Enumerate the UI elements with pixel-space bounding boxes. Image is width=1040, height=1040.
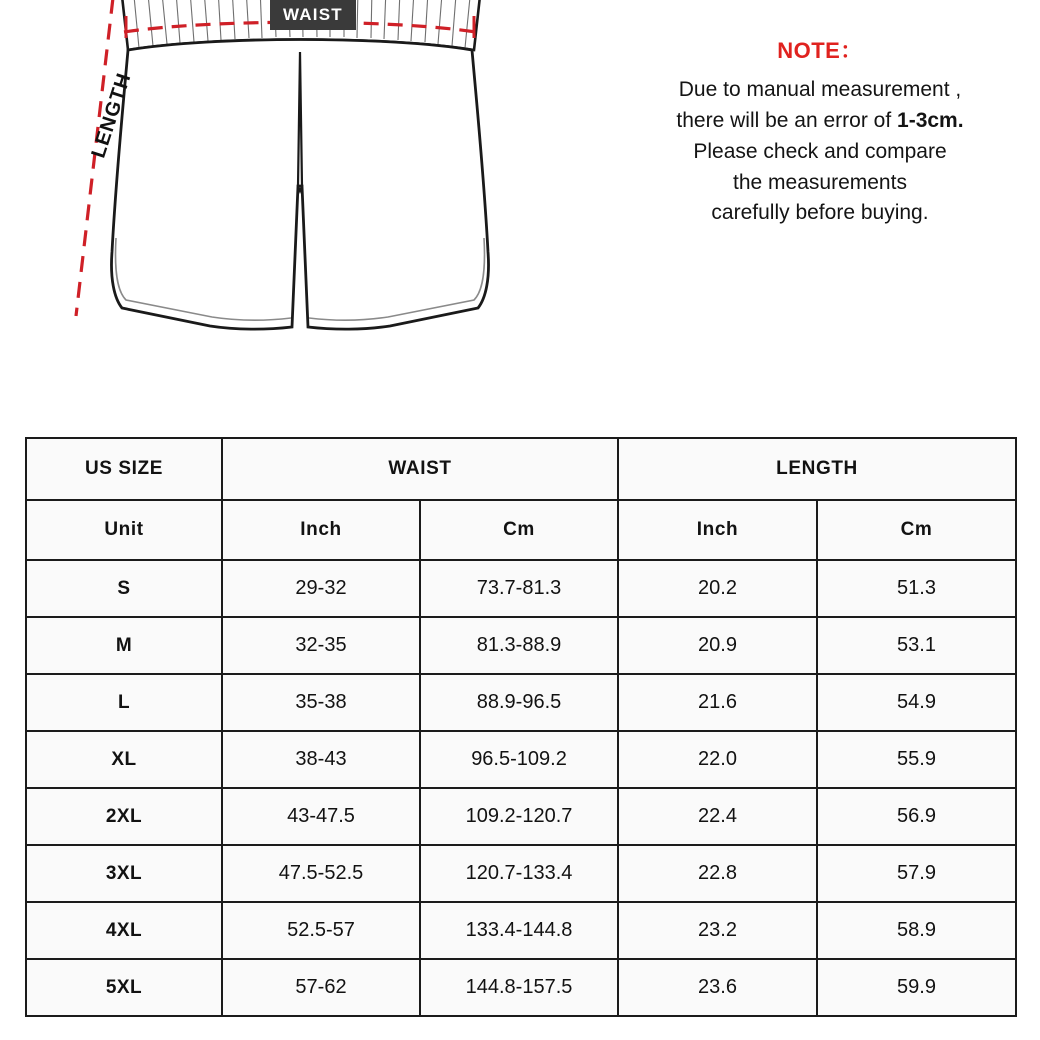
cell-length-cm: 58.9 (817, 902, 1016, 959)
cell-length-cm: 54.9 (817, 674, 1016, 731)
header-us-size: US SIZE (26, 438, 222, 500)
table-group-header-row (26, 438, 1016, 500)
cell-waist-inch: 57-62 (222, 959, 420, 1016)
table-row (26, 674, 1016, 731)
header-length: LENGTH (618, 438, 1016, 500)
note-line-5: carefully before buying. (711, 201, 929, 225)
header-length-inch: Inch (618, 500, 817, 560)
size-chart-table-wrapper (25, 437, 1015, 1017)
note-line-3: Please check and compare (693, 139, 947, 163)
cell-size: 4XL (26, 902, 222, 959)
cell-waist-inch: 43-47.5 (222, 788, 420, 845)
cell-size: 2XL (26, 788, 222, 845)
cell-size: XL (26, 731, 222, 788)
note-line-2 (600, 106, 1040, 137)
cell-waist-cm: 109.2-120.7 (420, 788, 618, 845)
cell-waist-inch: 29-32 (222, 560, 420, 617)
waist-dimension-label: WAIST (270, 0, 356, 30)
cell-length-inch: 22.8 (618, 845, 817, 902)
cell-waist-inch: 52.5-57 (222, 902, 420, 959)
cell-waist-inch: 32-35 (222, 617, 420, 674)
cell-length-cm: 56.9 (817, 788, 1016, 845)
cell-size: 3XL (26, 845, 222, 902)
cell-waist-inch: 35-38 (222, 674, 420, 731)
cell-waist-cm: 81.3-88.9 (420, 617, 618, 674)
table-row (26, 845, 1016, 902)
cell-length-cm: 57.9 (817, 845, 1016, 902)
cell-length-inch: 20.9 (618, 617, 817, 674)
table-row (26, 617, 1016, 674)
cell-size: L (26, 674, 222, 731)
cell-length-inch: 20.2 (618, 560, 817, 617)
cell-size: S (26, 560, 222, 617)
cell-length-cm: 55.9 (817, 731, 1016, 788)
cell-length-inch: 23.6 (618, 959, 817, 1016)
cell-waist-inch: 47.5-52.5 (222, 845, 420, 902)
note-line-2-text: there will be an error of (676, 108, 898, 132)
cell-length-cm: 53.1 (817, 617, 1016, 674)
header-length-cm: Cm (817, 500, 1016, 560)
cell-length-cm: 51.3 (817, 560, 1016, 617)
note-heading: NOTE： (777, 38, 863, 63)
table-row (26, 560, 1016, 617)
table-row (26, 959, 1016, 1016)
cell-waist-cm: 73.7-81.3 (420, 560, 618, 617)
shorts-diagram (60, 0, 540, 386)
note-panel (600, 34, 1040, 229)
cell-length-inch: 21.6 (618, 674, 817, 731)
table-unit-header-row (26, 500, 1016, 560)
table-row (26, 788, 1016, 845)
shorts-illustration-panel (0, 0, 600, 420)
table-row (26, 902, 1016, 959)
cell-length-inch: 22.0 (618, 731, 817, 788)
note-line-1: Due to manual measurement , (678, 78, 962, 101)
header-waist-inch: Inch (222, 500, 420, 560)
size-chart-table (25, 437, 1017, 1017)
cell-length-inch: 23.2 (618, 902, 817, 959)
cell-waist-cm: 120.7-133.4 (420, 845, 618, 902)
cell-length-inch: 22.4 (618, 788, 817, 845)
header-unit: Unit (26, 500, 222, 560)
header-waist-cm: Cm (420, 500, 618, 560)
table-body (26, 560, 1016, 1016)
cell-waist-inch: 38-43 (222, 731, 420, 788)
cell-waist-cm: 144.8-157.5 (420, 959, 618, 1016)
length-dimension-label: LENGTH (87, 69, 136, 161)
note-line-4: the measurements (733, 170, 907, 194)
cell-waist-cm: 96.5-109.2 (420, 731, 618, 788)
header-waist: WAIST (222, 438, 618, 500)
cell-waist-cm: 88.9-96.5 (420, 674, 618, 731)
note-emphasis: 1-3cm. (897, 108, 964, 132)
cell-waist-cm: 133.4-144.8 (420, 902, 618, 959)
cell-length-cm: 59.9 (817, 959, 1016, 1016)
cell-size: M (26, 617, 222, 674)
cell-size: 5XL (26, 959, 222, 1016)
table-row (26, 731, 1016, 788)
